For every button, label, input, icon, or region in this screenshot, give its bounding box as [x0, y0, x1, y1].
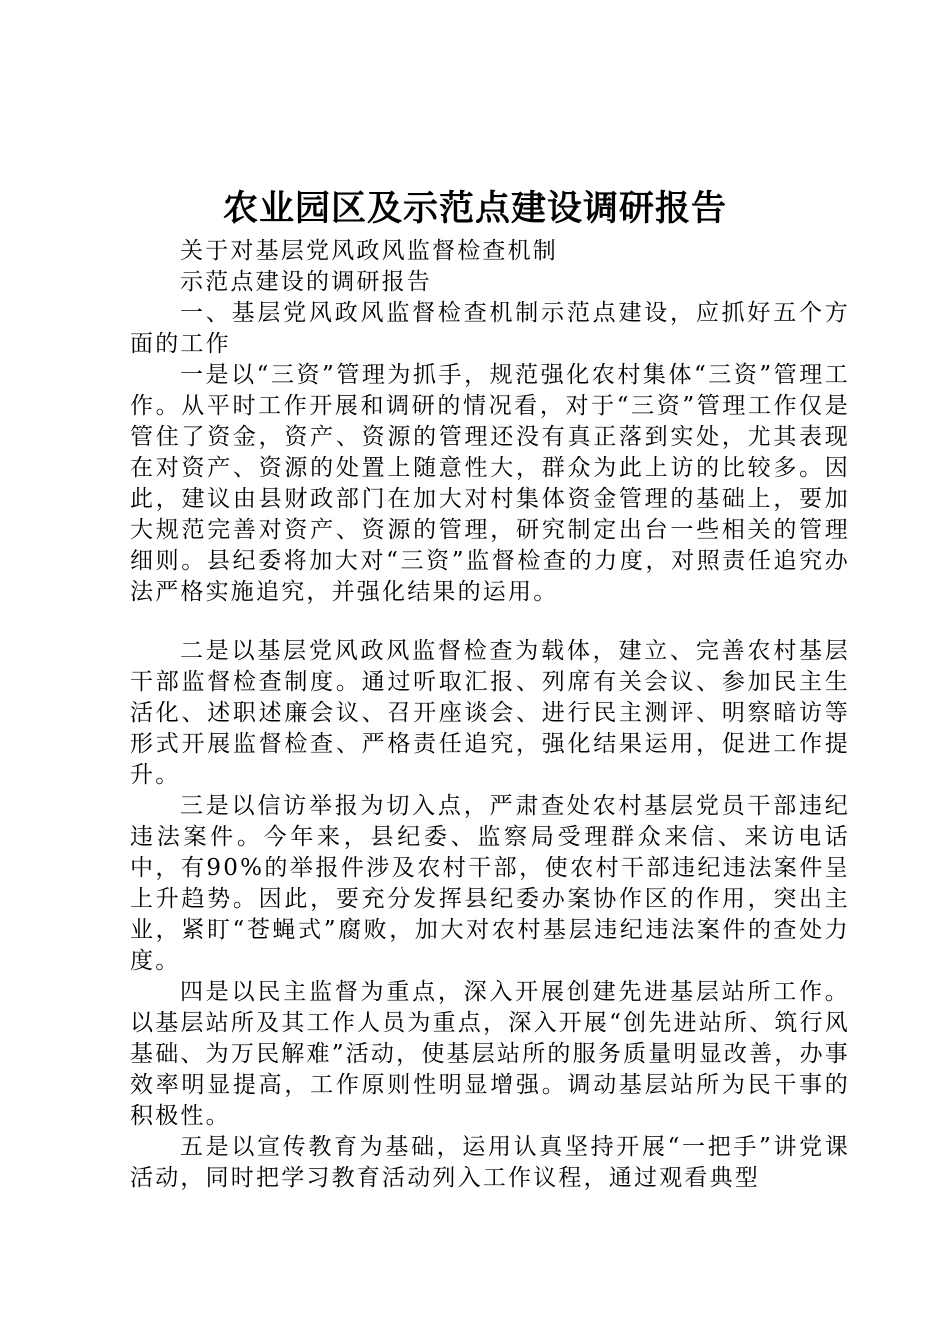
paragraph-item-1: 一是以“三资”管理为抓手，规范强化农村集体“三资”管理工作。从平时工作开展和调研的情况看，对于“三资”管理工作仅是管住了资金，资产、资源的管理还没有真正落到实处，尤其表现在对资产、资源的处置上随意性大，群众为此上访的比较多。因此，建议由县财政部门在加大对村集体资金管理的基础上，要加大规范完善对资产、资源的管理，研究制定出台一些相关的管理细则。县纪委将加大对“三资”监督检查的力度，对照责任追究办法严格实施追究，并强化结果的运用。: [130, 362, 850, 605]
subtitle-line-2: 示范点建设的调研报告: [180, 269, 432, 295]
document-title: 农业园区及示范点建设调研报告: [222, 188, 727, 229]
paragraph-item-3: 三是以信访举报为切入点，严肃查处农村基层党员干部违纪违法案件。今年来，县纪委、监察局受理群众来信、来访电话中，有90%的举报件涉及农村干部，使农村干部违纪违法案件呈上升趋势。因此，要充分发挥县纪委办案协作区的作用，突出主业，紧盯“苍蝇式”腐败，加大对农村基层违纪违法案件的查处力度。: [130, 793, 850, 974]
document-body: [130, 236, 850, 1194]
paragraph-item-5: 五是以宣传教育为基础，运用认真坚持开展“一把手”讲党课活动，同时把学习教育活动列入工作议程，通过观看典型: [130, 1134, 850, 1191]
subtitle-line-1: 关于对基层党风政风监督检查机制: [180, 238, 558, 264]
paragraph-item-4: 四是以民主监督为重点，深入开展创建先进基层站所工作。以基层站所及其工作人员为重点，深入开展“创先进站所、筑行风基础、为万民解难”活动，使基层站所的服务质量明显改善，办事效率明显提高，工作原则性明显增强。调动基层站所为民干事的积极性。: [130, 979, 850, 1129]
paragraph-item-2: 二是以基层党风政风监督检查为载体，建立、完善农村基层干部监督检查制度。通过听取汇报、列席有关会议、参加民主生活化、述职述廉会议、召开座谈会、进行民主测评、明察暗访等形式开展监督检查、严格责任追究，强化结果运用，促进工作提升。: [130, 638, 850, 788]
section-heading: 一、基层党风政风监督检查机制示范点建设，应抓好五个方面的工作: [130, 300, 850, 357]
